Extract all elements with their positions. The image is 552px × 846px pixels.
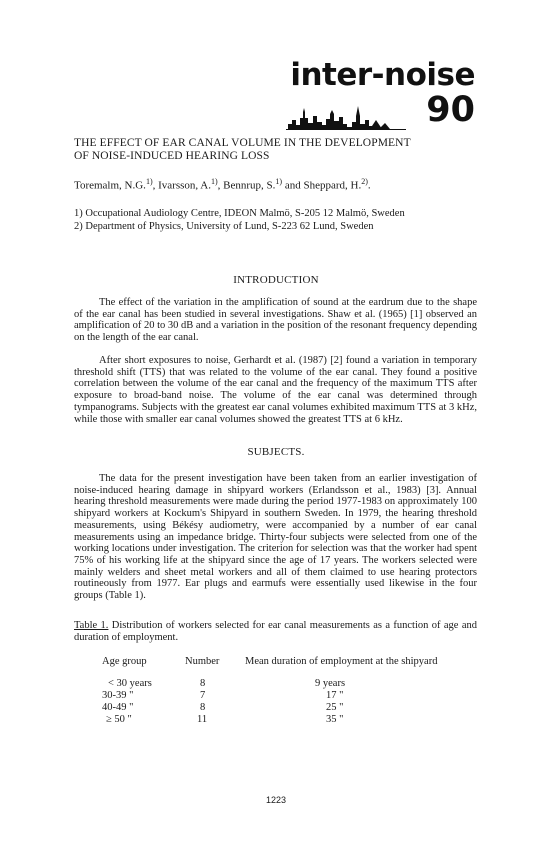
author-name: Sheppard, H.: [303, 179, 362, 192]
table-header-age-group: Age group: [102, 656, 147, 667]
table-cell-duration: 17 ": [326, 690, 344, 701]
table-cell-duration: 9 years: [315, 678, 346, 689]
table-cell-number: 8: [200, 678, 206, 689]
subjects-paragraph-1: The data for the present investigation have been taken from an earlier investigation of noise-induced hearing damage in shipyard workers (Erlandsson et al., 1983) [3]. Annual hearing threshold measurements were made during the period 1977-1983 on approximately 100 shipyard workers at Kockum's Shipyard in southern Sweden. In 1979, the hearing threshold measurements, using Békésy audiometry, were accompanied by a number of ear canal measurements using an impedance bridge. Thirty-four subjects were selected from one of the working locations under investigation. The criterion for selection was that the worker had spent 75% of his working life at the shipyard since the age of 17 years. The workers selected were mainly welders and sheet metal workers and all of them claimed to use hearing protectors routineously from 1977. Ear plugs and earmufs were essentially used likewise in the four groups (Table 1).: [74, 473, 477, 602]
logo-year: 90: [426, 90, 475, 130]
section-heading-subjects: SUBJECTS.: [247, 446, 305, 458]
introduction-paragraph-1: The effect of the variation in the amplification of sound at the eardrum due to the shape of the ear canal has been studied in several investigations. Shaw et al. (1965) [1] observed an amplification of 20 to 30 dB and a variation in the position of the resonant frequency depending on the length of the ear canal.: [74, 297, 477, 344]
table-cell-age: < 30 years: [108, 678, 152, 689]
author-affiliation-mark: 1): [275, 177, 283, 186]
author-list: [74, 177, 371, 192]
table-cell-duration: 35 ": [326, 714, 344, 725]
affiliation-1: 1) Occupational Audiology Centre, IDEON Malmö, S-205 12 Malmö, Sweden: [74, 208, 405, 219]
table-cell-age: ≥ 50 ": [106, 714, 132, 725]
table-cell-age: 30-39 ": [102, 690, 134, 701]
city-skyline-icon: [286, 98, 406, 130]
title-line-1: THE EFFECT OF EAR CANAL VOLUME IN THE DEVELOPMENT: [74, 137, 411, 149]
title-line-2: OF NOISE-INDUCED HEARING LOSS: [74, 150, 270, 162]
section-heading-introduction: INTRODUCTION: [233, 274, 319, 286]
author-separator: .: [367, 179, 371, 192]
table-cell-duration: 25 ": [326, 702, 344, 713]
author-separator: ,: [217, 179, 224, 192]
table-cell-number: 8: [200, 702, 206, 713]
author-name: Ivarsson, A.: [158, 179, 211, 192]
table-caption: [74, 620, 477, 644]
table-label: Table 1.: [74, 620, 109, 631]
author-affiliation-mark: 2): [361, 177, 368, 186]
paper-title: [74, 137, 411, 163]
author-separator: ,: [152, 179, 159, 192]
table-caption-text: Distribution of workers selected for ear canal measurements as a function of age and duration of employment.: [74, 620, 477, 643]
table-cell-number: 7: [200, 690, 206, 701]
table-header-number: Number: [185, 656, 220, 667]
table-cell-number: 11: [197, 714, 208, 725]
table-cell-age: 40-49 ": [102, 702, 134, 713]
author-affiliation-mark: 1): [145, 177, 153, 186]
inter-noise-90-logo: [280, 58, 475, 133]
author-name: Bennrup, S.: [223, 179, 276, 192]
author-name: Toremalm, N.G.: [74, 179, 146, 192]
affiliations: [74, 208, 405, 233]
affiliation-2: 2) Department of Physics, University of Lund, S-223 62 Lund, Sweden: [74, 220, 374, 232]
page-number: 1223: [265, 795, 287, 805]
author-affiliation-mark: 1): [210, 177, 218, 186]
logo-wordmark: inter-noise: [290, 57, 475, 93]
introduction-paragraph-2: After short exposures to noise, Gerhardt et al. (1987) [2] found a variation in temporary threshold shift (TTS) that was related to the volume of the ear canal. They found a positive correlation between the volume of the ear canal and the frequency of the maximum TTS after exposure to broad-band noise. The volume of the ear canal was determined through tympanograms. Subjects with the greatest ear canal volumes exhibited maximum TTS at 3 kHz, while those with smaller ear canal volumes showed the greatest TTS at 6 kHz.: [74, 355, 477, 425]
author-separator: and: [282, 179, 304, 192]
table-header-duration: Mean duration of employment at the shipyard: [245, 656, 438, 667]
